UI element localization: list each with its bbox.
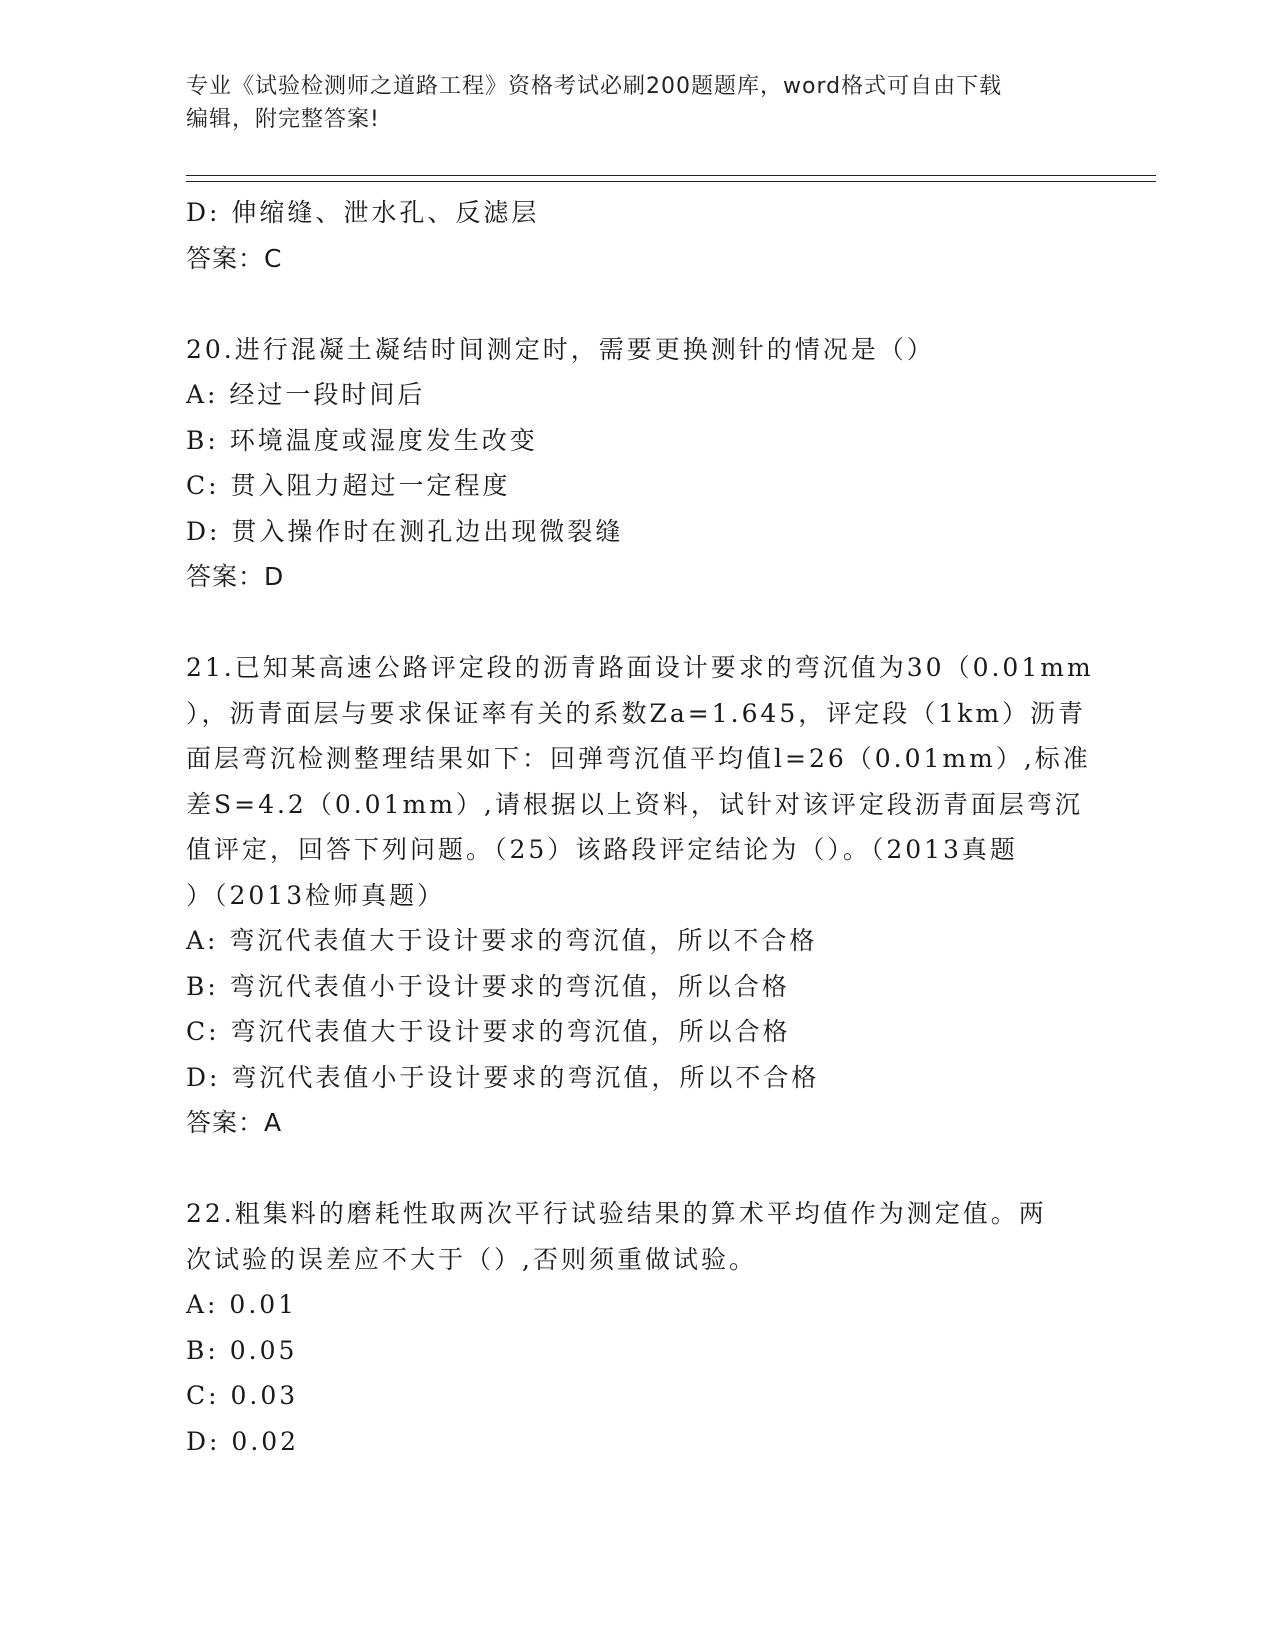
question-stem-line: 20.进行混凝土凝结时间测定时，需要更换测针的情况是（）	[186, 334, 935, 364]
answer-line: 答案：A	[186, 1108, 283, 1137]
question-stem-line: 22.粗集料的磨耗性取两次平行试验结果的算术平均值作为测定值。两	[186, 1199, 1047, 1228]
question-stem	[186, 327, 1086, 373]
question-stem-line: 21.已知某高速公路评定段的沥青路面设计要求的弯沉值为30（0.01mm	[186, 653, 1094, 682]
question-stem-line: ），沥青面层与要求保证率有关的系数Za=1.645，评定段（1km）沥青	[186, 698, 1087, 728]
option-line: C: 0.03	[186, 1381, 299, 1410]
option-line: B: 弯沉代表值小于设计要求的弯沉值，所以合格	[186, 971, 790, 1001]
block-spacer	[186, 1146, 1086, 1192]
option-line: D: 0.02	[186, 1426, 300, 1456]
question-stem-line: 差S=4.2（0.01mm）,请根据以上资料，试针对该评定段沥青面层弯沉	[186, 789, 1083, 819]
header-title-line-2: 编辑，附完整答案!	[186, 107, 380, 132]
block-spacer	[186, 281, 1086, 327]
question-stem-line: ）（2013检师真题）	[186, 880, 446, 910]
option-line: A: 经过一段时间后	[186, 380, 426, 409]
option-line: D: 伸缩缝、泄水孔、反滤层	[186, 198, 540, 227]
question-stem	[186, 1191, 1086, 1282]
question-stem-line: 值评定，回答下列问题。（25）该路段评定结论为（）。（2013真题	[186, 835, 1018, 864]
option-line: D: 弯沉代表值小于设计要求的弯沉值，所以不合格	[186, 1062, 820, 1092]
header-divider	[186, 175, 1156, 182]
option-line: C: 贯入阻力超过一定程度	[186, 471, 511, 500]
header-title-line-1: 专业《试验检测师之道路工程》资格考试必刷200题题库，word格式可自由下载	[186, 74, 1003, 99]
page-header	[186, 70, 1086, 136]
option-line: D: 贯入操作时在测孔边出现微裂缝	[186, 516, 624, 546]
option-line: C: 弯沉代表值大于设计要求的弯沉值，所以合格	[186, 1017, 791, 1046]
block-spacer	[186, 600, 1086, 646]
question-stem-line: 次试验的误差应不大于（）,否则须重做试验。	[186, 1244, 757, 1274]
option-line: A: 弯沉代表值大于设计要求的弯沉值，所以不合格	[186, 926, 818, 955]
option-line: B: 环境温度或湿度发生改变	[186, 425, 538, 455]
question-stem	[186, 645, 1094, 918]
option-line: A: 0.01	[186, 1290, 298, 1319]
option-line: B: 0.05	[186, 1335, 298, 1365]
question-stem-line: 面层弯沉检测整理结果如下：回弹弯沉值平均值l=26（0.01mm）,标准	[186, 744, 1091, 773]
answer-line: 答案：D	[186, 562, 285, 591]
answer-line: 答案：C	[186, 243, 283, 273]
question-content	[186, 190, 1094, 1464]
